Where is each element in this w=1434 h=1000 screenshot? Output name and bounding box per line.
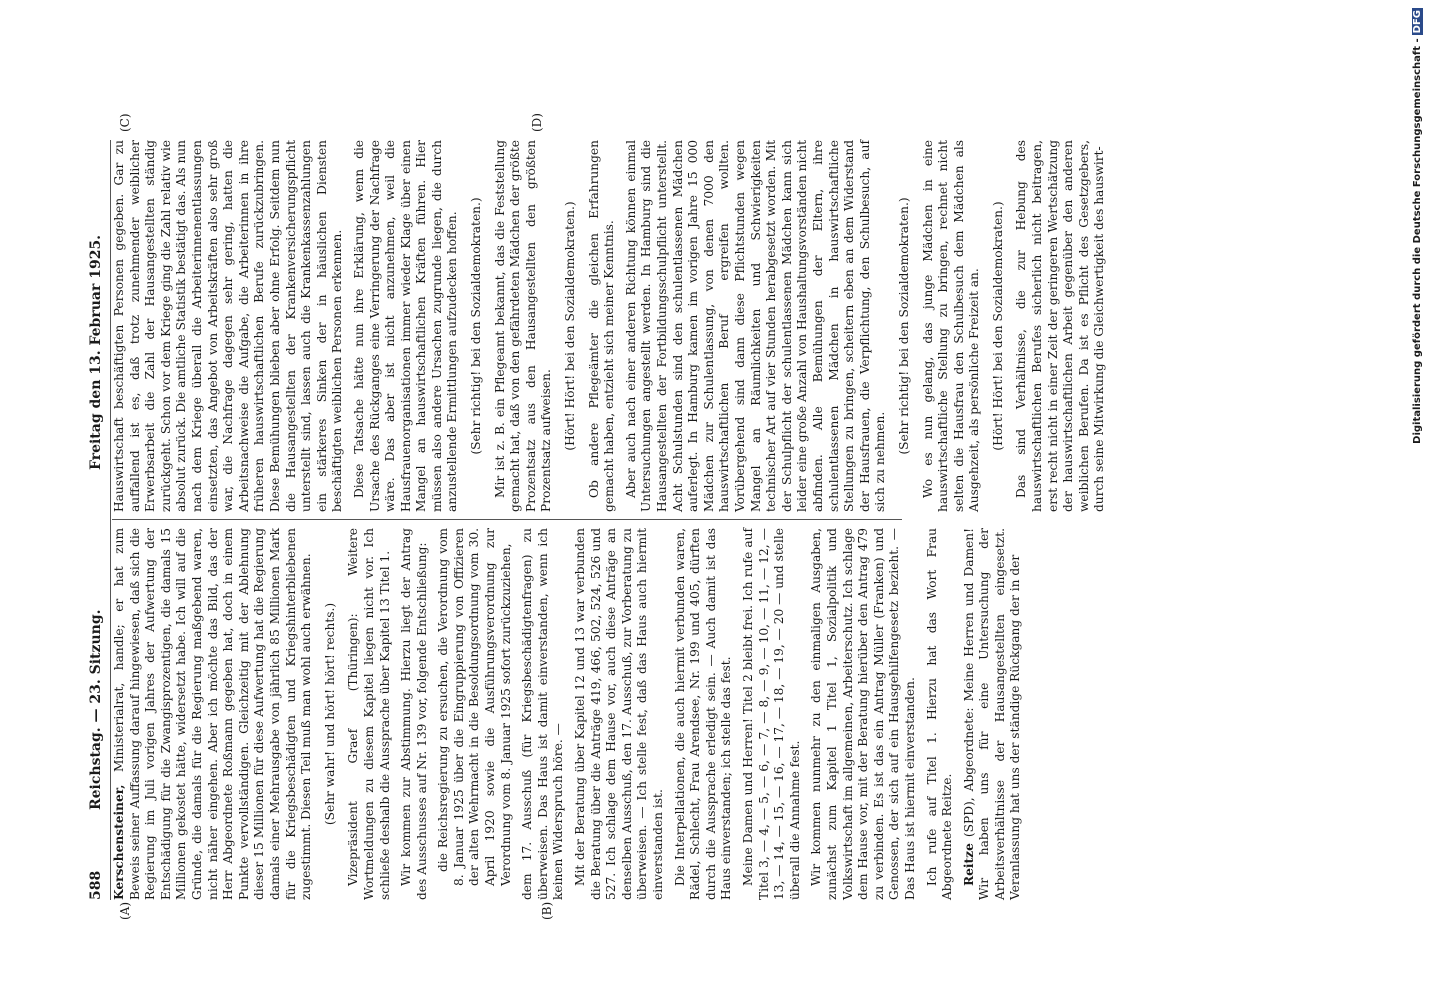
margin-mark-c: (C): [118, 113, 132, 132]
interjection: (Hört! Hört! bei den Sozialdemokraten.): [990, 201, 1005, 451]
paragraph: Mit der Beratung über Kapitel 12 und 13 war verbunden die Beratung über die Anträge 419, 466, 502, 524, 526 und 527. Ich schlage dem Hause vor, auch diese Anträge an denselben Ausschuß, den 17. Ausschuß, zur Vorberatung zu überweisen. — Ich stelle fest, daß das Haus auch hiermit einverstanden ist.: [573, 528, 665, 900]
session-date: Freitag den 13. Februar 1925.: [88, 234, 104, 470]
paragraph: Ich rufe auf Titel 1. Hierzu hat das Wort Frau Abgeordnete Reitze.: [924, 528, 955, 900]
paragraph: [962, 528, 1024, 900]
paragraph-text: handle; er hat zum Beweis seiner Auffassung darauf hingewiesen, daß sich die Regierung im Juli vorigen Jahres der Aufwertung der Entschädigung für die Zwangisprozentigen, die damals 15 Millionen gekostet hätte, widersetzt habe. Ich will auf die Gründe, die damals für die Regierung maßgebend waren, nicht näher eingehen. Aber ich möchte das Bild, das der Herr Abgeordnete Roßmann gegeben hat, doch in einem Punkte vervollständigen. Gleichzeitig mit der Ablehnung dieser 15 Millionen für diese Aufwertung hat die Regierung damals einer Mehrausgabe von jährlich 85 Millionen Mark für die Kriegsbeschädigten und Kriegshinterbliebenen zugestimmt. Diesen Teil muß man wohl auch erwähnen.: [112, 527, 314, 900]
quoted-resolution: die Reichsregierung zu ersuchen, die Verordnung vom 8. Januar 1925 über die Eingruppierung von Offizieren der alten Wehrmacht in die Besoldungsordnung vom 30. April 1920 sowie die Ausführungsverordnung zur Verordnung vom 8. Januar 1925 sofort zurückzuziehen,: [436, 528, 513, 886]
margin-mark-d: (D): [530, 113, 544, 132]
column-divider: [112, 519, 902, 520]
dfg-logo: DFG: [1412, 10, 1423, 34]
page-header: [88, 40, 110, 900]
paragraph: dem 17. Ausschuß (für Kriegsbeschädigtenfragen) zu überweisen. Das Haus ist damit einverstanden, wenn ich keinen Widerspruch höre. —: [520, 528, 566, 900]
paragraph: Hauswirtschaft beschäftigten Personen gegeben. Gar zu auffallend ist es, daß trotz zunehmender weiblicher Erwerbsarbeit die Zahl der Hausangestellten ständig zurückgeht. Schon vor dem Kriege ging die Zahl relativ wie absolut zurück. Die amtliche Statistik bestätigt das. Als nun nach dem Kriege überall die Arbeiterinnenentlassungen einsetzten, das Angebot von Arbeitskräften also sehr groß war, die Nachfrage dagegen sehr gering, hatten die Arbeitsnachweise die Aufgabe, die Arbeiterinnen in ihre früheren hauswirtschaftlichen Berufe zurückzubringen. Diese Bemühungen blieben aber ohne Erfolg. Seitdem nun die Hausangestellten der Krankenversicherungspflicht unterstellt sind, lassen auch die Krankenkassenzahlungen ein stärkeres Sinken der in häuslichen Diensten beschäftigten weiblichen Personen erkennen.: [112, 140, 345, 512]
interjection: (Hört! Hört! bei den Sozialdemokraten.): [563, 201, 578, 451]
paragraph: Wo es nun gelang, das junge Mädchen in eine hauswirtschaftliche Stellung zu bringen, rechnet nicht selten die Hausfrau den Schulbesuch dem Mädchen als Ausgehzeit, als persönliche Freizeit an.: [920, 140, 982, 512]
interjection: (Sehr wahr! und hört! hört! rechts.): [322, 602, 337, 826]
paragraph: Wir kommen nunmehr zu den einmaligen Ausgaben, zunächst zum Kapitel 1 Titel 1, Sozialpolitik und Volkswirtschaft im allgemeinen, Arbeiterschutz. Ich schlage dem Hause vor, mit der Beratung hierüber den Antrag 479 zu verbinden. Es ist das ein Antrag Müller (Franken) und Genossen, der sich auf ein Hausgehilfengesetz bezieht. — Das Haus ist hiermit einverstanden.: [809, 528, 917, 900]
page-number: 588: [88, 870, 104, 900]
paragraph: Wir kommen zur Abstimmung. Hierzu liegt der Antrag des Ausschusses auf Nr. 139 vor, folgende Entschließung:: [399, 528, 429, 900]
paragraph: Meine Damen und Herren! Titel 2 bleibt frei. Ich rufe auf Titel 3, — 4, — 5, — 6, — 7, — 8, — 9, — 10, — 11, — 12, — 13, — 14, — 15, — 16, — 17, — 18, — 19, — 20 — und stelle überall die Annahme fest.: [740, 528, 802, 900]
speaker-name: Reitze: [961, 843, 976, 886]
speaker-role: Ministerialrat,: [112, 682, 126, 772]
interjection: (Sehr richtig! bei den Sozialdemokraten.): [469, 197, 484, 455]
paragraph: Die Interpellationen, die auch hiermit verbunden waren, Rädel, Schlecht, Frau Arendsee, Nr. 199 und 405, dürften durch die Aussprache erledigt sein. — Auch damit ist das Haus einverstanden; ich stelle das fest.: [672, 528, 734, 900]
paragraph: Vizepräsident Graef (Thüringen): Weitere Wortmeldungen zu diesem Kapitel liegen nicht vor. Ich schließe deshalb die Aussprache über Kapitel 13 Titel 1.: [346, 528, 392, 900]
funding-notice: [1412, 8, 1423, 992]
right-column: [112, 140, 1114, 512]
running-title: Reichstag. — 23. Sitzung.: [88, 609, 104, 810]
speaker-name: Kerschensteiner,: [112, 784, 126, 900]
paragraph: Aber auch nach einer anderen Richtung können einmal Untersuchungen angestellt werden. In Hamburg sind die Hausangestellten der Fortbildungsschulpflicht unterstellt. Acht Schulstunden sind den schulentlassenen Mädchen auferlegt. In Hamburg kamen im vorigen Jahre 15 000 Mädchen zur Schulentlassung, von denen 7000 den hauswirtschaftlichen Beruf ergreifen wollten. Vorübergehend sind dann diese Pflichtstunden wegen Mangel an Räumlichkeiten und Schwierigkeiten technischer Art auf vier Stunden herabgesetzt worden. Mit der Schulpflicht der schulentlassenen Mädchen kann sich leider eine große Anzahl von Haushaltungsvorständen nicht abfinden. Alle Bemühungen der Eltern, ihre schulentlassenen Mädchen in hauswirtschaftliche Stellungen zu bringen, scheitern eben an dem Widerstand der Hausfrauen, die Verpflichtung, den Schulbesuch, auf sich zu nehmen.: [623, 140, 888, 512]
paragraph: Diese Tatsache hätte nun ihre Erklärung, wenn die Ursache des Rückganges eine Verringerung der Nachfrage wäre. Das aber ist nicht anzunehmen, weil die Hausfrauenorganisationen immer wieder Klage über einen Mangel an hauswirtschaftlichen Kräften führen. Hier müssen also andere Ursachen zugrunde liegen, die durch anzustellende Ermittlungen aufzudecken hoffen.: [351, 140, 460, 512]
paragraph: Das sind Verhältnisse, die zur Hebung des hauswirtschaftlichen Berufes sicherlich nicht beitragen, erst recht nicht in einer Zeit der geringeren Wertschätzung der hauswirtschaftlichen Arbeit gegenüber den anderen weiblichen Berufen. Da ist es Pflicht des Gesetzgebers, durch seine Mitwirkung die Gleichwertigkeit des hauswirt-: [1014, 140, 1107, 512]
margin-mark-a: (A): [118, 901, 132, 920]
funding-text: Digitalisierung gefördert durch die Deutsche Forschungsgemeinschaft -: [1412, 38, 1423, 444]
margin-mark-b: (B): [540, 901, 554, 920]
header-rule: [110, 140, 111, 900]
paragraph: Ob andere Pflegeämter die gleichen Erfahrungen gemacht haben, entzieht sich meiner Kenntnis.: [586, 140, 617, 512]
interjection: (Sehr richtig! bei den Sozialdemokraten.): [896, 197, 911, 455]
paragraph: Mir ist z. B. ein Pflegeamt bekannt, das die Feststellung gemacht hat, daß von den gefährdeten Mädchen der größte Prozentsatz aus den Hausangestellten den größten Prozentsatz aufweisen.: [492, 140, 554, 512]
digitization-sidebar: [1412, 8, 1430, 992]
paragraph: [112, 528, 315, 900]
left-column: [112, 528, 1030, 900]
paragraph-text: (SPD), Abgeordnete: Meine Herren und Damen! Wir haben uns für eine Untersuchung der Arbeitsverhältnisse der Hausangestellten eingesetzt. Veranlassung hat uns der ständige Rückgang der in der: [961, 528, 1023, 900]
